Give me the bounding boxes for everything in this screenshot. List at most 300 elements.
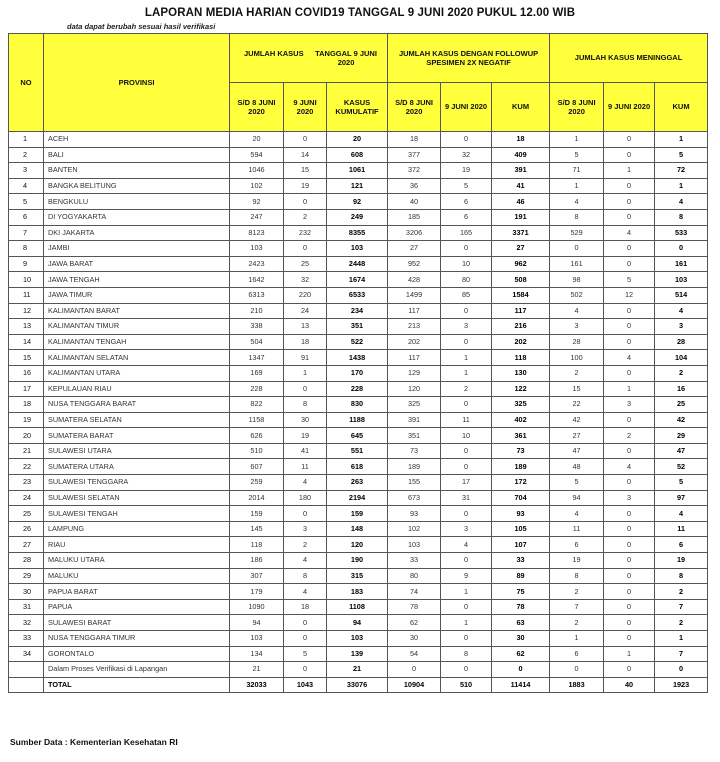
header-sd-8-juni-followup: S/D 8 JUNI 2020 [388, 83, 441, 132]
followup-9-juni: 0 [441, 241, 492, 257]
province-name: JAMBI [44, 241, 230, 257]
followup-9-juni: 3 [441, 521, 492, 537]
meninggal-9-juni: 0 [604, 412, 655, 428]
kasus-9-juni: 0 [284, 506, 327, 522]
row-no: 19 [9, 412, 44, 428]
province-name: KALIMANTAN TENGAH [44, 334, 230, 350]
table-row [9, 568, 708, 584]
table-row [9, 209, 708, 225]
header-9-juni-meninggal: 9 JUNI 2020 [604, 83, 655, 132]
row-no: 34 [9, 646, 44, 662]
table-row [9, 553, 708, 569]
meninggal-9-juni: 0 [604, 319, 655, 335]
followup-9-juni: 4 [441, 537, 492, 553]
meninggal-9-juni: 0 [604, 256, 655, 272]
province-name: PAPUA BARAT [44, 584, 230, 600]
province-name: SULAWESI SELATAN [44, 490, 230, 506]
kasus-9-juni: 4 [284, 553, 327, 569]
followup-9-juni: 6 [441, 209, 492, 225]
header-kum-followup: KUM [492, 83, 550, 132]
province-name: MALUKU [44, 568, 230, 584]
followup-sd-8-juni: 103 [388, 537, 441, 553]
followup-sd-8-juni: 73 [388, 443, 441, 459]
kasus-kumulatif: 170 [327, 365, 388, 381]
meninggal-kum: 42 [655, 412, 708, 428]
followup-9-juni: 1 [441, 350, 492, 366]
meninggal-9-juni: 0 [604, 303, 655, 319]
meninggal-9-juni: 0 [604, 568, 655, 584]
province-name: JAWA TIMUR [44, 287, 230, 303]
province-name: KALIMANTAN UTARA [44, 365, 230, 381]
sd-8-juni: 134 [230, 646, 284, 662]
meninggal-9-juni: 0 [604, 132, 655, 148]
row-no: 17 [9, 381, 44, 397]
row-no: 24 [9, 490, 44, 506]
kasus-9-juni: 19 [284, 428, 327, 444]
table-row [9, 350, 708, 366]
followup-sd-8-juni: 372 [388, 163, 441, 179]
sd-8-juni: 159 [230, 506, 284, 522]
table-row [9, 381, 708, 397]
followup-kum: 46 [492, 194, 550, 210]
sd-8-juni: 186 [230, 553, 284, 569]
header-group-followup: JUMLAH KASUS DENGAN FOLLOWUP SPESIMEN 2X NEGATIF [388, 34, 550, 83]
meninggal-sd-8-juni: 6 [550, 646, 604, 662]
sd-8-juni: 1347 [230, 350, 284, 366]
followup-kum: 78 [492, 599, 550, 615]
meninggal-sd-8-juni: 6 [550, 537, 604, 553]
kasus-9-juni: 232 [284, 225, 327, 241]
kasus-9-juni: 91 [284, 350, 327, 366]
kasus-kumulatif: 249 [327, 209, 388, 225]
kasus-kumulatif: 234 [327, 303, 388, 319]
meninggal-kum: 1 [655, 178, 708, 194]
followup-kum: 3371 [492, 225, 550, 241]
kasus-kumulatif: 6533 [327, 287, 388, 303]
followup-9-juni: 0 [441, 631, 492, 647]
province-name: Dalam Proses Verifikasi di Lapangan [44, 662, 230, 678]
sd-8-juni: 259 [230, 475, 284, 491]
row-no: 18 [9, 397, 44, 413]
data-source: Sumber Data : Kementerian Kesehatan RI [10, 737, 178, 747]
followup-9-juni: 2 [441, 381, 492, 397]
table-row [9, 521, 708, 537]
sd-8-juni: 179 [230, 584, 284, 600]
kasus-kumulatif: 1108 [327, 599, 388, 615]
kasus-kumulatif: 645 [327, 428, 388, 444]
followup-kum: 30 [492, 631, 550, 647]
table-row [9, 194, 708, 210]
header-group-kasus [230, 34, 388, 83]
kasus-kumulatif: 263 [327, 475, 388, 491]
table-row [9, 412, 708, 428]
followup-9-juni: 85 [441, 287, 492, 303]
sd-8-juni: 247 [230, 209, 284, 225]
kasus-9-juni: 180 [284, 490, 327, 506]
meninggal-kum: 11 [655, 521, 708, 537]
kasus-kumulatif: 190 [327, 553, 388, 569]
meninggal-sd-8-juni: 100 [550, 350, 604, 366]
kasus-9-juni: 1 [284, 365, 327, 381]
kasus-kumulatif: 94 [327, 615, 388, 631]
covid-report-table [8, 33, 708, 693]
total-meninggal-9-juni: 40 [604, 677, 655, 693]
meninggal-sd-8-juni: 4 [550, 506, 604, 522]
followup-kum: 62 [492, 646, 550, 662]
table-row [9, 584, 708, 600]
sd-8-juni: 607 [230, 459, 284, 475]
meninggal-9-juni: 0 [604, 553, 655, 569]
row-no: 9 [9, 256, 44, 272]
meninggal-kum: 8 [655, 568, 708, 584]
table-row [9, 490, 708, 506]
meninggal-sd-8-juni: 1 [550, 132, 604, 148]
meninggal-9-juni: 0 [604, 241, 655, 257]
province-name: DI YOGYAKARTA [44, 209, 230, 225]
kasus-9-juni: 30 [284, 412, 327, 428]
followup-kum: 189 [492, 459, 550, 475]
sd-8-juni: 510 [230, 443, 284, 459]
sd-8-juni: 8123 [230, 225, 284, 241]
meninggal-kum: 4 [655, 303, 708, 319]
meninggal-sd-8-juni: 8 [550, 209, 604, 225]
meninggal-sd-8-juni: 98 [550, 272, 604, 288]
followup-9-juni: 0 [441, 303, 492, 319]
kasus-kumulatif: 103 [327, 241, 388, 257]
followup-sd-8-juni: 30 [388, 631, 441, 647]
meninggal-9-juni: 0 [604, 365, 655, 381]
followup-9-juni: 80 [441, 272, 492, 288]
meninggal-kum: 72 [655, 163, 708, 179]
row-no: 2 [9, 147, 44, 163]
followup-kum: 73 [492, 443, 550, 459]
sd-8-juni: 338 [230, 319, 284, 335]
followup-sd-8-juni: 18 [388, 132, 441, 148]
meninggal-sd-8-juni: 47 [550, 443, 604, 459]
followup-sd-8-juni: 202 [388, 334, 441, 350]
table-row [9, 225, 708, 241]
meninggal-9-juni: 0 [604, 194, 655, 210]
meninggal-kum: 0 [655, 662, 708, 678]
followup-kum: 0 [492, 662, 550, 678]
followup-kum: 27 [492, 241, 550, 257]
kasus-kumulatif: 522 [327, 334, 388, 350]
total-meninggal-kum: 1923 [655, 677, 708, 693]
kasus-9-juni: 18 [284, 334, 327, 350]
kasus-9-juni: 3 [284, 521, 327, 537]
followup-sd-8-juni: 33 [388, 553, 441, 569]
row-no: 7 [9, 225, 44, 241]
meninggal-9-juni: 1 [604, 646, 655, 662]
table-row [9, 537, 708, 553]
sd-8-juni: 103 [230, 631, 284, 647]
meninggal-kum: 29 [655, 428, 708, 444]
meninggal-9-juni: 2 [604, 428, 655, 444]
meninggal-sd-8-juni: 71 [550, 163, 604, 179]
meninggal-9-juni: 4 [604, 225, 655, 241]
followup-9-juni: 1 [441, 365, 492, 381]
sd-8-juni: 21 [230, 662, 284, 678]
table-row [9, 615, 708, 631]
kasus-9-juni: 2 [284, 209, 327, 225]
table-row [9, 475, 708, 491]
meninggal-sd-8-juni: 502 [550, 287, 604, 303]
header-group-kasus-left: JUMLAH KASUS [244, 48, 304, 58]
followup-9-juni: 31 [441, 490, 492, 506]
followup-sd-8-juni: 129 [388, 365, 441, 381]
table-row [9, 662, 708, 678]
followup-9-juni: 0 [441, 599, 492, 615]
followup-sd-8-juni: 102 [388, 521, 441, 537]
meninggal-kum: 6 [655, 537, 708, 553]
followup-9-juni: 19 [441, 163, 492, 179]
province-name: KALIMANTAN TIMUR [44, 319, 230, 335]
row-no: 29 [9, 568, 44, 584]
meninggal-kum: 5 [655, 147, 708, 163]
sd-8-juni: 1158 [230, 412, 284, 428]
followup-9-juni: 0 [441, 397, 492, 413]
row-no: 6 [9, 209, 44, 225]
total-followup-sd-8-juni: 10904 [388, 677, 441, 693]
meninggal-sd-8-juni: 2 [550, 584, 604, 600]
kasus-kumulatif: 139 [327, 646, 388, 662]
kasus-9-juni: 0 [284, 241, 327, 257]
kasus-9-juni: 25 [284, 256, 327, 272]
table-row [9, 428, 708, 444]
followup-sd-8-juni: 189 [388, 459, 441, 475]
meninggal-kum: 47 [655, 443, 708, 459]
row-no [9, 662, 44, 678]
meninggal-9-juni: 3 [604, 490, 655, 506]
meninggal-kum: 533 [655, 225, 708, 241]
table-row [9, 506, 708, 522]
meninggal-kum: 97 [655, 490, 708, 506]
table-row [9, 147, 708, 163]
followup-sd-8-juni: 120 [388, 381, 441, 397]
meninggal-kum: 1 [655, 132, 708, 148]
meninggal-9-juni: 12 [604, 287, 655, 303]
followup-sd-8-juni: 93 [388, 506, 441, 522]
followup-sd-8-juni: 62 [388, 615, 441, 631]
followup-9-juni: 0 [441, 506, 492, 522]
kasus-kumulatif: 20 [327, 132, 388, 148]
sd-8-juni: 504 [230, 334, 284, 350]
followup-9-juni: 10 [441, 256, 492, 272]
kasus-9-juni: 5 [284, 646, 327, 662]
sd-8-juni: 1046 [230, 163, 284, 179]
meninggal-kum: 16 [655, 381, 708, 397]
meninggal-sd-8-juni: 4 [550, 194, 604, 210]
kasus-kumulatif: 121 [327, 178, 388, 194]
sd-8-juni: 594 [230, 147, 284, 163]
kasus-kumulatif: 92 [327, 194, 388, 210]
meninggal-9-juni: 0 [604, 443, 655, 459]
followup-kum: 93 [492, 506, 550, 522]
followup-9-juni: 0 [441, 443, 492, 459]
meninggal-kum: 7 [655, 599, 708, 615]
kasus-kumulatif: 1061 [327, 163, 388, 179]
province-name: NUSA TENGGARA TIMUR [44, 631, 230, 647]
meninggal-kum: 2 [655, 365, 708, 381]
kasus-kumulatif: 159 [327, 506, 388, 522]
sd-8-juni: 145 [230, 521, 284, 537]
meninggal-9-juni: 0 [604, 615, 655, 631]
meninggal-sd-8-juni: 3 [550, 319, 604, 335]
kasus-9-juni: 11 [284, 459, 327, 475]
meninggal-kum: 3 [655, 319, 708, 335]
province-name: ACEH [44, 132, 230, 148]
followup-9-juni: 0 [441, 662, 492, 678]
province-name: KALIMANTAN SELATAN [44, 350, 230, 366]
meninggal-9-juni: 0 [604, 506, 655, 522]
followup-sd-8-juni: 74 [388, 584, 441, 600]
meninggal-kum: 5 [655, 475, 708, 491]
table-row [9, 334, 708, 350]
kasus-9-juni: 2 [284, 537, 327, 553]
kasus-kumulatif: 2194 [327, 490, 388, 506]
followup-sd-8-juni: 377 [388, 147, 441, 163]
meninggal-sd-8-juni: 8 [550, 568, 604, 584]
table-row [9, 319, 708, 335]
kasus-9-juni: 4 [284, 475, 327, 491]
row-no: 22 [9, 459, 44, 475]
meninggal-kum: 19 [655, 553, 708, 569]
followup-9-juni: 3 [441, 319, 492, 335]
row-no: 33 [9, 631, 44, 647]
meninggal-9-juni: 4 [604, 459, 655, 475]
followup-9-juni: 9 [441, 568, 492, 584]
kasus-kumulatif: 21 [327, 662, 388, 678]
kasus-9-juni: 0 [284, 381, 327, 397]
meninggal-sd-8-juni: 529 [550, 225, 604, 241]
kasus-9-juni: 220 [284, 287, 327, 303]
kasus-9-juni: 0 [284, 615, 327, 631]
followup-9-juni: 11 [441, 412, 492, 428]
row-no: 8 [9, 241, 44, 257]
meninggal-sd-8-juni: 0 [550, 241, 604, 257]
kasus-9-juni: 8 [284, 568, 327, 584]
report-title: LAPORAN MEDIA HARIAN COVID19 TANGGAL 9 JUNI 2020 PUKUL 12.00 WIB [144, 7, 576, 19]
meninggal-sd-8-juni: 4 [550, 303, 604, 319]
meninggal-kum: 103 [655, 272, 708, 288]
kasus-kumulatif: 1674 [327, 272, 388, 288]
province-name: SULAWESI UTARA [44, 443, 230, 459]
header-9-juni-followup: 9 JUNI 2020 [441, 83, 492, 132]
followup-sd-8-juni: 952 [388, 256, 441, 272]
kasus-9-juni: 15 [284, 163, 327, 179]
row-no: 20 [9, 428, 44, 444]
kasus-kumulatif: 551 [327, 443, 388, 459]
row-no: 30 [9, 584, 44, 600]
row-no: 1 [9, 132, 44, 148]
table-row [9, 163, 708, 179]
table-row [9, 443, 708, 459]
followup-9-juni: 10 [441, 428, 492, 444]
row-no: 15 [9, 350, 44, 366]
meninggal-9-juni: 0 [604, 662, 655, 678]
meninggal-9-juni: 0 [604, 537, 655, 553]
total-row [9, 677, 708, 693]
row-no: 31 [9, 599, 44, 615]
row-no: 5 [9, 194, 44, 210]
followup-sd-8-juni: 391 [388, 412, 441, 428]
total-row-no [9, 677, 44, 693]
province-name: JAWA BARAT [44, 256, 230, 272]
table-row [9, 631, 708, 647]
meninggal-sd-8-juni: 27 [550, 428, 604, 444]
kasus-kumulatif: 608 [327, 147, 388, 163]
row-no: 32 [9, 615, 44, 631]
kasus-9-juni: 41 [284, 443, 327, 459]
kasus-kumulatif: 2448 [327, 256, 388, 272]
total-sd-8-juni: 32033 [230, 677, 284, 693]
sd-8-juni: 822 [230, 397, 284, 413]
meninggal-kum: 4 [655, 506, 708, 522]
kasus-kumulatif: 103 [327, 631, 388, 647]
followup-kum: 508 [492, 272, 550, 288]
row-no: 10 [9, 272, 44, 288]
meninggal-kum: 28 [655, 334, 708, 350]
province-name: DKI JAKARTA [44, 225, 230, 241]
followup-9-juni: 32 [441, 147, 492, 163]
meninggal-sd-8-juni: 15 [550, 381, 604, 397]
followup-kum: 122 [492, 381, 550, 397]
kasus-9-juni: 18 [284, 599, 327, 615]
followup-sd-8-juni: 40 [388, 194, 441, 210]
row-no: 16 [9, 365, 44, 381]
followup-kum: 41 [492, 178, 550, 194]
sd-8-juni: 210 [230, 303, 284, 319]
table-row [9, 365, 708, 381]
kasus-9-juni: 0 [284, 132, 327, 148]
followup-sd-8-juni: 351 [388, 428, 441, 444]
followup-kum: 172 [492, 475, 550, 491]
total-followup-kum: 11414 [492, 677, 550, 693]
kasus-9-juni: 24 [284, 303, 327, 319]
followup-kum: 962 [492, 256, 550, 272]
header-provinsi: PROVINSI [44, 34, 230, 132]
sd-8-juni: 94 [230, 615, 284, 631]
row-no: 13 [9, 319, 44, 335]
kasus-kumulatif: 120 [327, 537, 388, 553]
meninggal-kum: 0 [655, 241, 708, 257]
meninggal-kum: 8 [655, 209, 708, 225]
table-row [9, 132, 708, 148]
kasus-kumulatif: 8355 [327, 225, 388, 241]
meninggal-9-juni: 0 [604, 334, 655, 350]
kasus-9-juni: 32 [284, 272, 327, 288]
province-name: LAMPUNG [44, 521, 230, 537]
meninggal-9-juni: 5 [604, 272, 655, 288]
meninggal-9-juni: 0 [604, 584, 655, 600]
followup-9-juni: 0 [441, 553, 492, 569]
sd-8-juni: 118 [230, 537, 284, 553]
followup-sd-8-juni: 0 [388, 662, 441, 678]
followup-kum: 202 [492, 334, 550, 350]
meninggal-kum: 52 [655, 459, 708, 475]
province-name: SULAWESI BARAT [44, 615, 230, 631]
followup-sd-8-juni: 428 [388, 272, 441, 288]
total-label: TOTAL [44, 677, 230, 693]
province-name: SUMATERA BARAT [44, 428, 230, 444]
header-sd-8-juni-meninggal: S/D 8 JUNI 2020 [550, 83, 604, 132]
sd-8-juni: 307 [230, 568, 284, 584]
province-name: BENGKULU [44, 194, 230, 210]
header-kasus-kumulatif: KASUS KUMULATIF [327, 83, 388, 132]
followup-kum: 325 [492, 397, 550, 413]
followup-kum: 107 [492, 537, 550, 553]
followup-sd-8-juni: 1499 [388, 287, 441, 303]
